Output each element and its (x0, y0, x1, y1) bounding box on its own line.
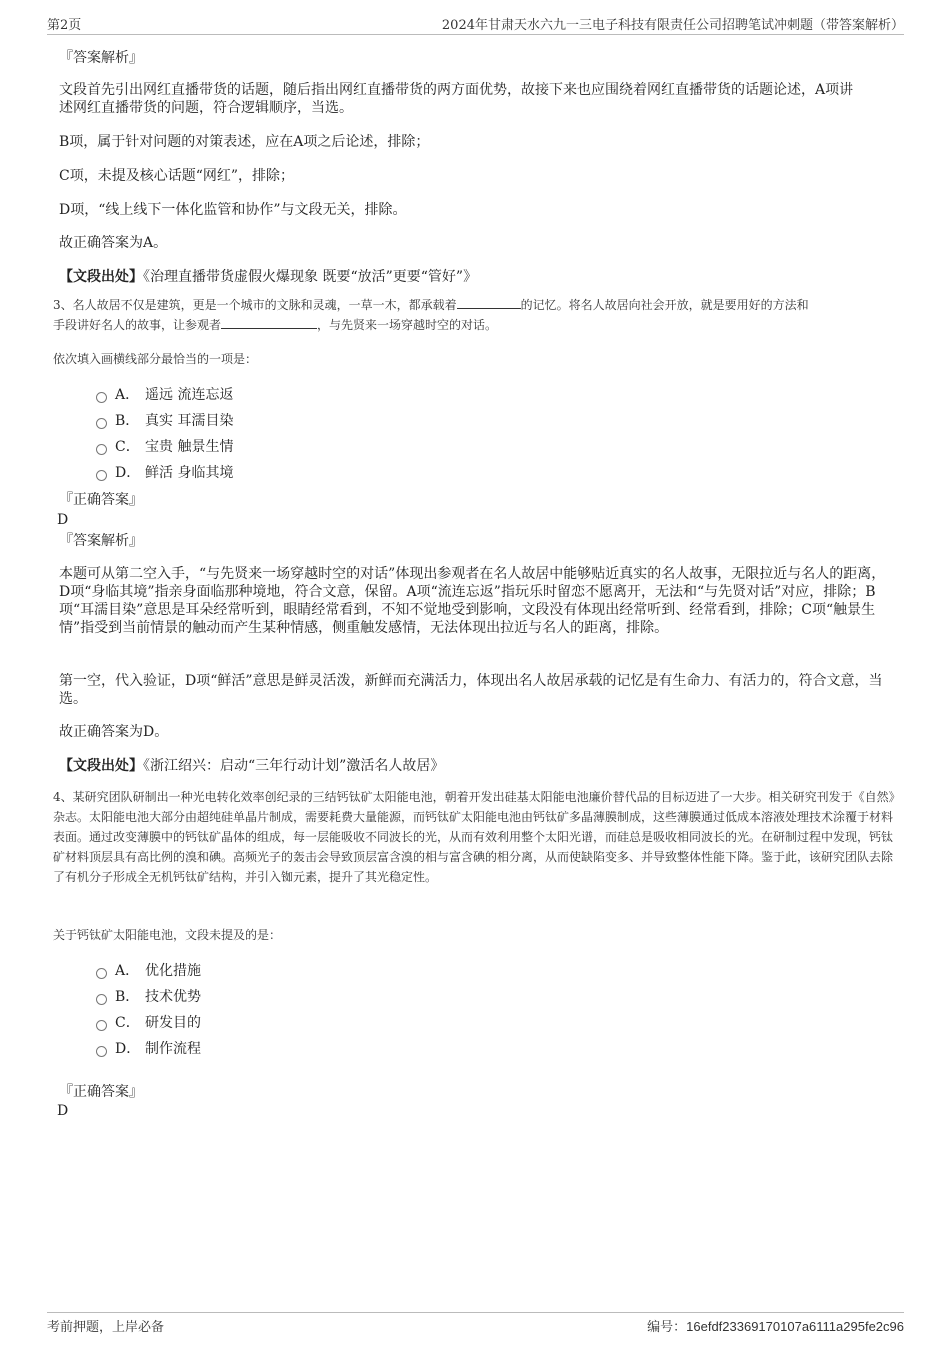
answer-conclusion: 故正确答案为D。 (59, 724, 169, 740)
option-letter: D． (115, 465, 141, 481)
option-letter: A． (115, 963, 140, 979)
document-title: 2024年甘肃天水六九一三电子科技有限责任公司招聘笔试冲刺题（带答案解析） (441, 18, 904, 33)
analysis-paragraph: C项，未提及核心话题“网红”，排除； (59, 168, 295, 184)
radio-icon[interactable] (96, 968, 107, 979)
option-text: 优化措施 (145, 963, 201, 979)
option-a[interactable] (96, 386, 233, 404)
radio-icon[interactable] (96, 470, 107, 481)
radio-icon[interactable] (96, 1020, 107, 1031)
option-c[interactable] (96, 1014, 201, 1032)
option-letter: A． (115, 387, 140, 403)
page-footer (47, 1312, 904, 1335)
code-label: 编号： (647, 1320, 687, 1335)
option-d[interactable] (96, 464, 233, 482)
fill-blank (221, 316, 317, 329)
option-text: 遥远 流连忘返 (145, 387, 234, 403)
page-number: 第2页 (47, 18, 82, 33)
correct-answer-label: 『正确答案』 (59, 492, 143, 508)
option-letter: D． (115, 1041, 141, 1057)
document-code (647, 1316, 904, 1335)
radio-icon[interactable] (96, 392, 107, 403)
analysis-paragraph: 本题可从第二空入手，“与先贤来一场穿越时空的对话”体现出参观者在名人故居中能够贴近真实的名人故事，无限拉近与名人的距离，D项“身临其境”指亲身面临那种境地，符合文意，保留。A项“流连忘返”指玩乐时留恋不愿离开，无法和“与先贤对话”对应，排除；B项“耳濡目染”意思是耳朵经常听到，眼睛经常看到，不知不觉地受到影响，文段没有体现出经常听到、经常看到，排除；C项“触景生情”指受到当前情景的触动而产生某种情感，侧重触发感情，无法体现出拉近与名人的距离，排除。 (59, 566, 886, 636)
page-header (47, 14, 904, 35)
footer-slogan: 考前押题，上岸必备 (47, 1320, 165, 1335)
question-prompt: 关于钙钛矿太阳能电池，文段未提及的是： (53, 928, 282, 942)
option-text: 真实 耳濡目染 (145, 413, 234, 429)
question-text (53, 295, 901, 335)
question-text-part: 3、名人故居不仅是建筑，更是一个城市的文脉和灵魂，一草一木，都承载着 (53, 298, 457, 312)
option-letter: B． (115, 413, 140, 429)
option-a[interactable] (96, 962, 201, 980)
source-line (59, 757, 444, 775)
question-text-part: 的记忆。将名人故居向社会开放，就是要用好的方法和 (520, 298, 809, 312)
option-text: 鲜活 身临其境 (145, 465, 234, 481)
source-label: 【文段出处】 (59, 269, 143, 285)
option-text: 研发目的 (145, 1015, 201, 1031)
option-text: 宝贵 触景生情 (145, 439, 234, 455)
option-letter: C． (115, 1015, 140, 1031)
correct-answer: D (57, 512, 69, 528)
question-prompt: 依次填入画横线部分最恰当的一项是： (53, 352, 258, 366)
analysis-label: 『答案解析』 (59, 50, 143, 66)
option-b[interactable] (96, 412, 233, 430)
radio-icon[interactable] (96, 418, 107, 429)
option-text: 制作流程 (145, 1041, 201, 1057)
question-text: 4、某研究团队研制出一种光电转化效率创纪录的三结钙钛矿太阳能电池，朝着开发出硅基太阳能电池廉价替代品的目标迈进了一大步。相关研究刊发于《自然》杂志。太阳能电池大部分由超纯硅单晶片制成，需要耗费大量能源，而钙钛矿太阳能电池由钙钛矿多晶薄膜制成，这些薄膜通过低成本溶液处理技术涂覆于材料表面。通过改变薄膜中的钙钛矿晶体的组成，每一层能吸收不同波长的光，从而有效利用整个太阳光谱，而硅总是吸收相同波长的光。在研制过程中发现，钙钛矿材料顶层具有高比例的溴和碘。高频光子的轰击会导致顶层富含溴的相与富含碘的相分离，从而使缺陷变多、并导致整体性能下降。鉴于此，该研究团队去除了有机分子形成全无机钙钛矿结构，并引入铷元素，提升了其光稳定性。 (53, 790, 901, 884)
radio-icon[interactable] (96, 994, 107, 1005)
correct-answer: D (57, 1103, 69, 1119)
option-letter: C． (115, 439, 140, 455)
question-text-part: ，与先贤来一场穿越时空的对话。 (317, 318, 498, 332)
radio-icon[interactable] (96, 1046, 107, 1057)
source-text: 《治理直播带货虚假火爆现象 既要“放活”更要“管好”》 (143, 269, 478, 285)
question-text-part: 手段讲好名人的故事，让参观者 (53, 318, 222, 332)
analysis-paragraph: B项，属于针对问题的对策表述，应在A项之后论述，排除； (59, 134, 430, 150)
source-label: 【文段出处】 (59, 758, 143, 774)
source-text: 《浙江绍兴：启动“三年行动计划”激活名人故居》 (143, 758, 445, 774)
option-d[interactable] (96, 1040, 201, 1058)
analysis-paragraph: 第一空，代入验证，D项“鲜活”意思是鲜灵活泼，新鲜而充满活力，体现出名人故居承载的记忆是有生命力、有活力的，符合文意，当选。 (59, 673, 883, 707)
analysis-paragraph: 文段首先引出网红直播带货的话题，随后指出网红直播带货的两方面优势，故接下来也应围绕着网红直播带货的话题论述，A项讲述网红直播带货的问题，符合逻辑顺序，当选。 (59, 82, 854, 116)
analysis-paragraph: D项，“线上线下一体化监管和协作”与文段无关，排除。 (59, 202, 407, 218)
fill-blank (457, 296, 521, 309)
option-c[interactable] (96, 438, 233, 456)
correct-answer-label: 『正确答案』 (59, 1084, 143, 1100)
option-letter: B． (115, 989, 140, 1005)
radio-icon[interactable] (96, 444, 107, 455)
option-text: 技术优势 (145, 989, 201, 1005)
analysis-label: 『答案解析』 (59, 533, 143, 549)
source-line (59, 268, 477, 286)
answer-conclusion: 故正确答案为A。 (59, 235, 168, 251)
code-value: 16efdf23369170107a6111a295fe2c96 (686, 1319, 904, 1334)
option-b[interactable] (96, 988, 201, 1006)
